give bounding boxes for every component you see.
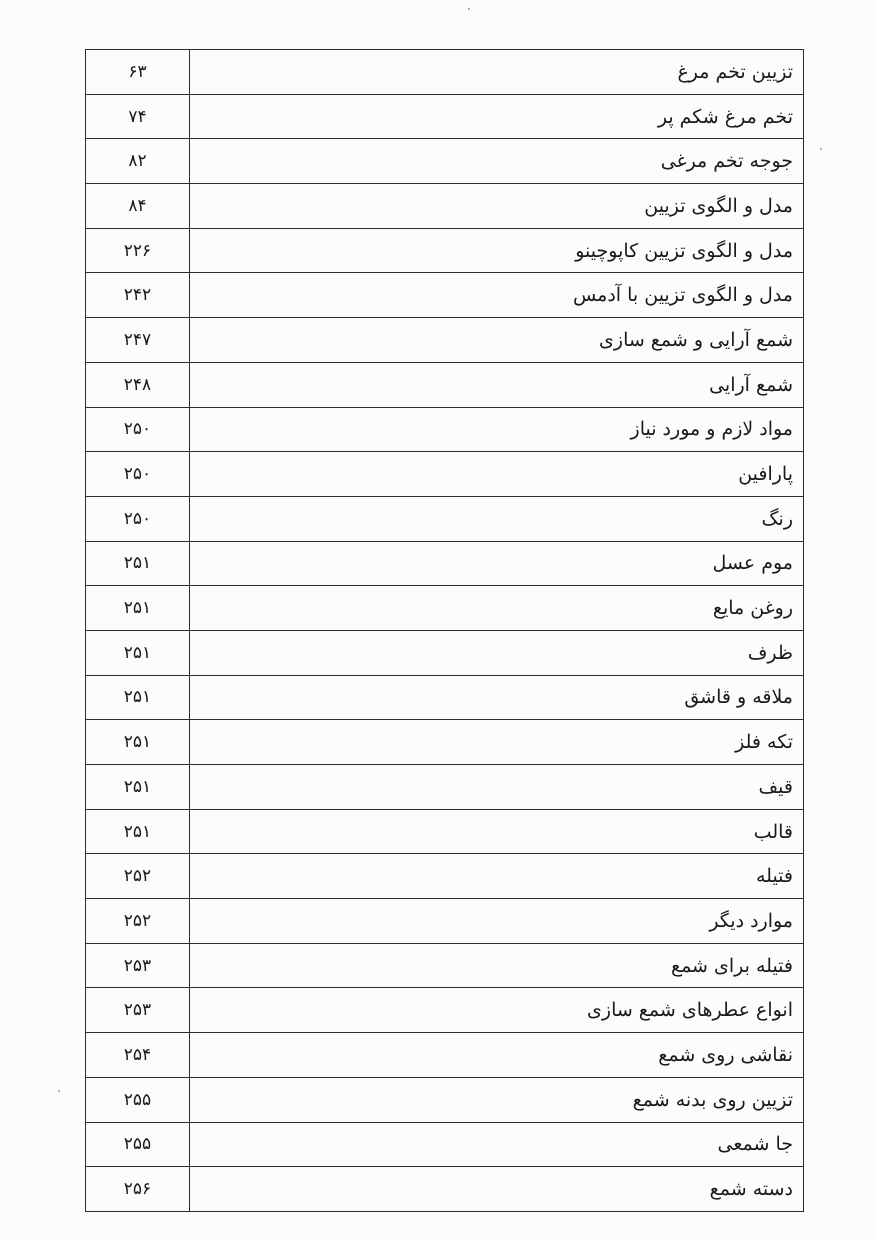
- scan-speck: [468, 8, 470, 10]
- scan-speck: [820, 148, 822, 150]
- toc-entry-page-number: ۲۲۶: [86, 228, 190, 273]
- toc-entry-title: قیف: [190, 765, 804, 810]
- toc-entry-page-number: ۲۴۷: [86, 318, 190, 363]
- toc-row: [86, 184, 804, 229]
- toc-entry-title: نقاشی روی شمع: [190, 1033, 804, 1078]
- toc-row: [86, 899, 804, 944]
- toc-row: [86, 675, 804, 720]
- toc-entry-title: انواع عطرهای شمع سازی: [190, 988, 804, 1033]
- toc-entry-page-number: ۲۵۱: [86, 765, 190, 810]
- toc-entry-title: جا شمعی: [190, 1122, 804, 1167]
- toc-entry-title: مواد لازم و مورد نیاز: [190, 407, 804, 452]
- toc-entry-page-number: ۲۵۲: [86, 854, 190, 899]
- toc-entry-title: تزیین تخم مرغ: [190, 50, 804, 95]
- toc-entry-page-number: ۲۵۲: [86, 899, 190, 944]
- toc-entry-title: جوجه تخم مرغی: [190, 139, 804, 184]
- toc-entry-page-number: ۲۵۱: [86, 586, 190, 631]
- toc-body: [86, 50, 804, 1212]
- toc-row: [86, 94, 804, 139]
- toc-row: [86, 50, 804, 95]
- toc-entry-page-number: ۲۴۲: [86, 273, 190, 318]
- toc-row: [86, 1122, 804, 1167]
- toc-row: [86, 407, 804, 452]
- toc-entry-title: فتیله برای شمع: [190, 943, 804, 988]
- toc-entry-title: موم عسل: [190, 541, 804, 586]
- toc-entry-title: مدل و الگوی تزیین: [190, 184, 804, 229]
- toc-entry-page-number: ۷۴: [86, 94, 190, 139]
- toc-row: [86, 362, 804, 407]
- toc-entry-page-number: ۲۵۱: [86, 675, 190, 720]
- toc-entry-title: ملاقه و قاشق: [190, 675, 804, 720]
- toc-row: [86, 765, 804, 810]
- toc-entry-title: قالب: [190, 809, 804, 854]
- toc-entry-page-number: ۲۵۱: [86, 630, 190, 675]
- toc-entry-page-number: ۶۳: [86, 50, 190, 95]
- toc-row: [86, 720, 804, 765]
- toc-entry-title: موارد دیگر: [190, 899, 804, 944]
- toc-entry-page-number: ۲۵۳: [86, 988, 190, 1033]
- table-of-contents: [85, 49, 804, 1212]
- toc-row: [86, 1077, 804, 1122]
- toc-entry-title: رنگ: [190, 496, 804, 541]
- toc-entry-page-number: ۲۵۳: [86, 943, 190, 988]
- toc-row: [86, 496, 804, 541]
- toc-entry-page-number: ۲۴۸: [86, 362, 190, 407]
- toc-entry-page-number: ۲۵۰: [86, 496, 190, 541]
- toc-entry-page-number: ۸۲: [86, 139, 190, 184]
- toc-row: [86, 630, 804, 675]
- toc-row: [86, 586, 804, 631]
- toc-entry-page-number: ۸۴: [86, 184, 190, 229]
- scan-speck: [58, 1090, 60, 1092]
- toc-entry-page-number: ۲۵۱: [86, 809, 190, 854]
- toc-entry-title: ظرف: [190, 630, 804, 675]
- toc-entry-title: مدل و الگوی تزیین کاپوچینو: [190, 228, 804, 273]
- toc-entry-page-number: ۲۵۱: [86, 720, 190, 765]
- toc-entry-page-number: ۲۵۱: [86, 541, 190, 586]
- toc-entry-title: تکه فلز: [190, 720, 804, 765]
- toc-entry-title: دسته شمع: [190, 1167, 804, 1212]
- toc-entry-title: شمع آرایی و شمع سازی: [190, 318, 804, 363]
- toc-row: [86, 228, 804, 273]
- toc-row: [86, 139, 804, 184]
- toc-row: [86, 273, 804, 318]
- toc-entry-title: تخم مرغ شکم پر: [190, 94, 804, 139]
- toc-row: [86, 809, 804, 854]
- toc-entry-title: فتیله: [190, 854, 804, 899]
- toc-entry-page-number: ۲۵۴: [86, 1033, 190, 1078]
- toc-entry-title: روغن مایع: [190, 586, 804, 631]
- toc-entry-title: پارافین: [190, 452, 804, 497]
- toc-row: [86, 452, 804, 497]
- toc-row: [86, 943, 804, 988]
- toc-row: [86, 1167, 804, 1212]
- toc-entry-title: تزیین روی بدنه شمع: [190, 1077, 804, 1122]
- toc-entry-page-number: ۲۵۶: [86, 1167, 190, 1212]
- toc-row: [86, 318, 804, 363]
- toc-entry-title: مدل و الگوی تزیین با آدمس: [190, 273, 804, 318]
- toc-entry-title: شمع آرایی: [190, 362, 804, 407]
- toc-row: [86, 854, 804, 899]
- toc-entry-page-number: ۲۵۰: [86, 407, 190, 452]
- toc-entry-page-number: ۲۵۵: [86, 1122, 190, 1167]
- toc-entry-page-number: ۲۵۰: [86, 452, 190, 497]
- toc-row: [86, 541, 804, 586]
- toc-entry-page-number: ۲۵۵: [86, 1077, 190, 1122]
- toc-row: [86, 988, 804, 1033]
- toc-row: [86, 1033, 804, 1078]
